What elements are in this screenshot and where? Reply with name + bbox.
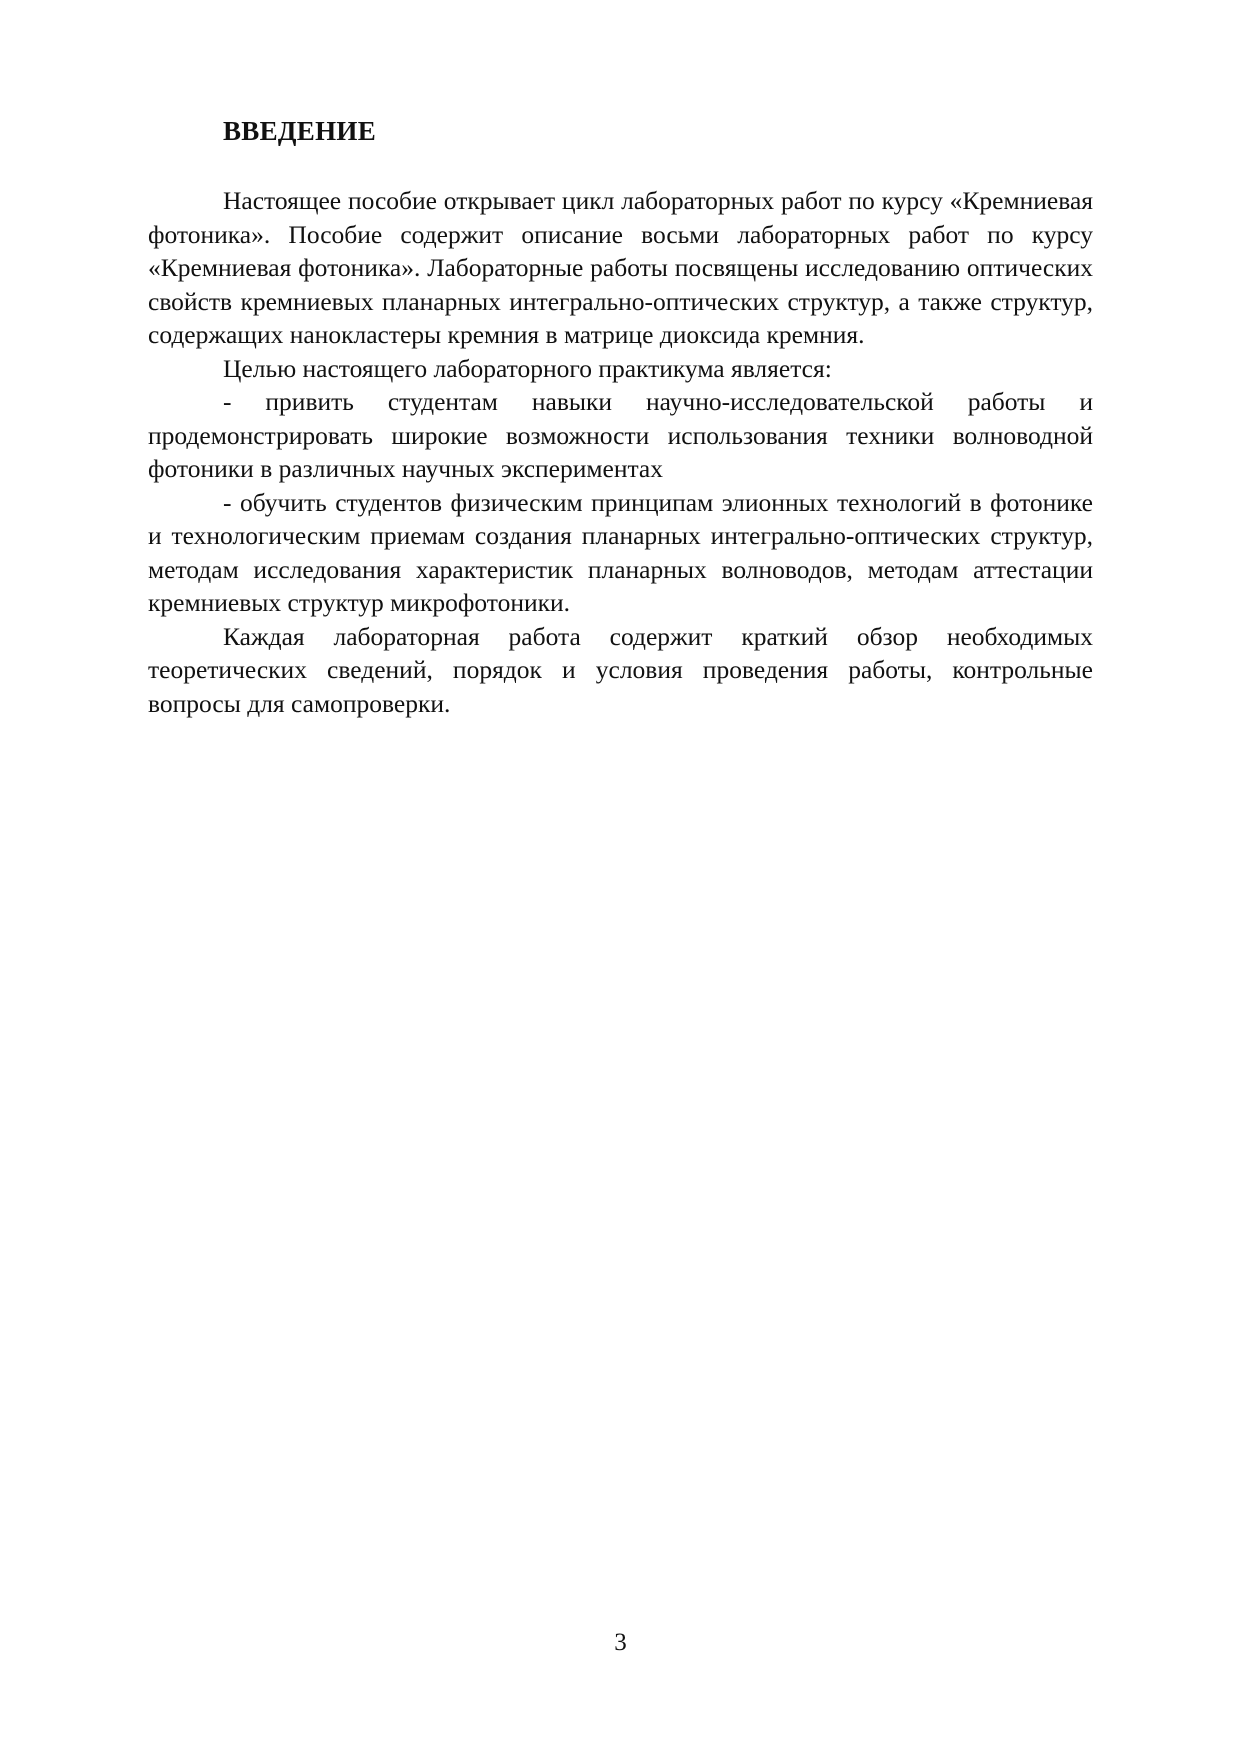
goal-item-technology-principles: - обучить студентов физическим принципам элионных технологий в фотонике и технологическим приемам создания планарных интегрально-оптических структур, методам исследования характеристик планарных волноводов, методам аттестации кремниевых структур микрофотоники. xyxy=(148,487,1093,617)
page-number: 3 xyxy=(614,1629,627,1656)
document-body xyxy=(148,115,1093,720)
section-title: ВВЕДЕНИЕ xyxy=(223,116,377,146)
lab-structure-paragraph: Каждая лабораторная работа содержит краткий обзор необходимых теоретических сведений, порядок и условия проведения работы, контрольные вопросы для самопроверки. xyxy=(148,621,1093,718)
intro-paragraph: Настоящее пособие открывает цикл лабораторных работ по курсу «Кремниевая фотоника». Пособие содержит описание восьми лабораторных работ по курсу «Кремниевая фотоника». Лабораторные работы посвящены исследованию оптических свойств кремниевых планарных интегрально-оптических структур, а также структур, содержащих нанокластеры кремния в матрице диоксида кремния. xyxy=(148,186,1093,349)
goal-item-research-skills: - привить студентам навыки научно-исследовательской работы и продемонстрировать широкие возможности использования техники волноводной фотоники в различных научных экспериментах xyxy=(148,387,1093,483)
goal-paragraph: Целью настоящего лабораторного практикума является: xyxy=(223,353,832,383)
